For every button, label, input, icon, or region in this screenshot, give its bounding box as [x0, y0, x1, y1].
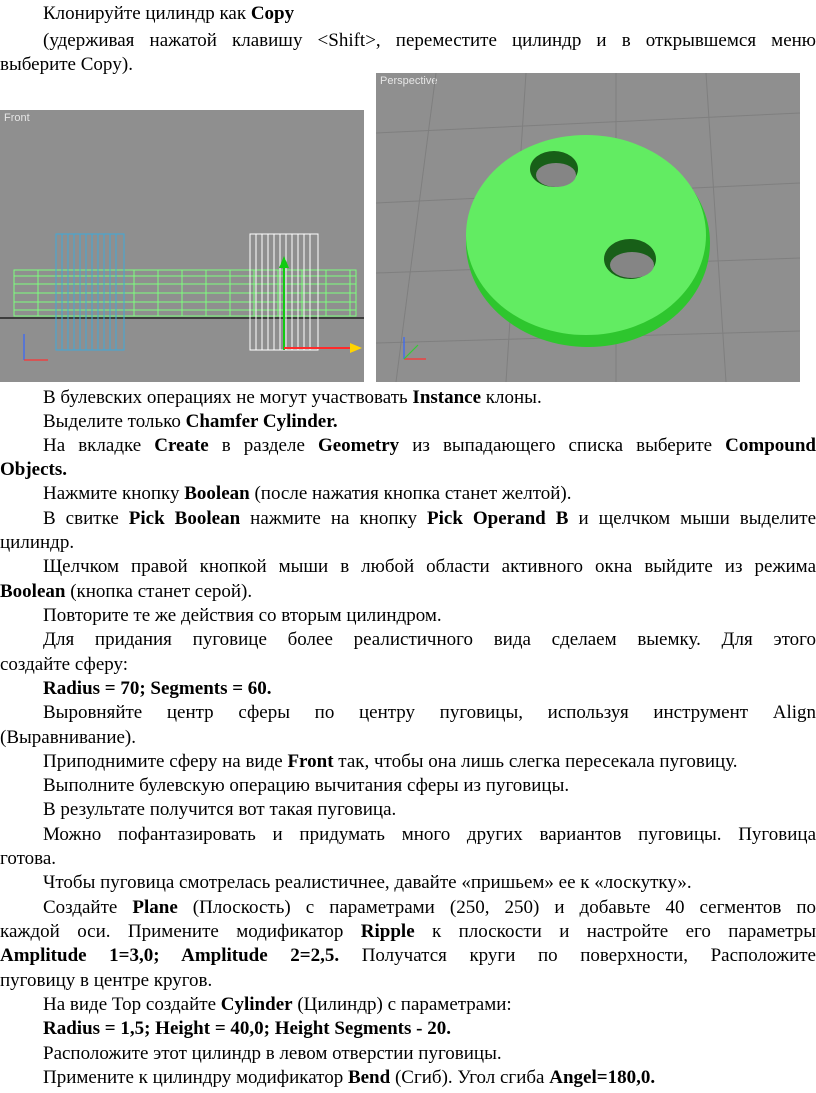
text-run: Chamfer Cylinder.: [185, 411, 338, 432]
text-run: Выделите только: [43, 411, 186, 432]
text-run: Чтобы пуговица смотрелась реалистичнее, давайте «пришьем» ее к «лоскутку».: [43, 872, 692, 893]
text-run: готова.: [0, 848, 57, 869]
text-run: нажмите на кнопку: [240, 508, 427, 529]
front-viewport-label: Front: [4, 112, 30, 124]
text-run: Pick Boolean: [128, 508, 241, 529]
text-run: Для придания пуговице более реалистичного вида сделаем выемку. Для этого: [43, 629, 816, 650]
text-line-29: [43, 993, 512, 1016]
text-line-6: [43, 434, 816, 457]
text-line-26: [0, 920, 816, 943]
text-run: В булевских операциях не могут участвовать: [43, 387, 413, 408]
text-run: (после нажатия кнопка станет желтой).: [249, 483, 572, 504]
cylinder-wireframe: [14, 270, 356, 316]
text-line-18: [0, 726, 136, 749]
text-line-31: [43, 1042, 502, 1065]
text-line-13: [43, 604, 442, 627]
text-run: Compound: [725, 435, 816, 456]
text-run: к плоскости и настройте его параметры: [414, 921, 816, 942]
perspective-viewport[interactable]: [376, 73, 800, 382]
text-run: Pick Operand B: [427, 508, 569, 529]
text-run: Geometry: [317, 435, 400, 456]
text-run: Boolean: [0, 581, 66, 602]
axis-tripod-perspective: [404, 337, 426, 359]
axis-tripod-front: [24, 334, 48, 360]
text-run: Instance: [412, 387, 482, 408]
text-run: В свитке: [43, 508, 129, 529]
text-run: создайте сферу:: [0, 654, 129, 675]
text-line-20: [43, 774, 569, 797]
text-run: Copy: [250, 3, 295, 24]
text-run: Клонируйте цилиндр как: [43, 3, 251, 24]
text-run: Можно пофантазировать и придумать много других вариантов пуговицы. Пуговица: [43, 824, 816, 845]
text-run: Выполните булевскую операцию вычитания сферы из пуговицы.: [43, 775, 570, 796]
text-run: (Сгиб). Угол сгиба: [390, 1067, 550, 1088]
text-run: На виде Top создайте: [43, 994, 221, 1015]
text-run: Bend: [347, 1067, 391, 1088]
perspective-viewport-canvas: [376, 73, 800, 382]
text-run: Radius = 1,5; Height = 40,0; Height Segments - 20.: [43, 1018, 451, 1039]
text-run: (удерживая нажатой клавишу <Shift>, переместите цилиндр и в открывшемся меню: [43, 30, 816, 51]
text-line-21: [43, 798, 396, 821]
text-line-14: [43, 628, 816, 651]
text-run: выберите Copy).: [0, 54, 133, 75]
text-run: каждой оси. Примените модификатор: [0, 921, 361, 942]
text-line-11: [43, 555, 816, 578]
text-run: Front: [287, 751, 334, 772]
text-run: Повторите те же действия со вторым цилиндром.: [43, 605, 442, 626]
text-run: Создайте: [43, 897, 133, 918]
text-line-27: [0, 944, 816, 967]
perspective-viewport-label: Perspective: [380, 75, 438, 87]
text-run: так, чтобы она лишь слегка пересекала пуговицу.: [333, 751, 738, 772]
text-run: Приподнимите сферу на виде: [43, 751, 288, 772]
text-line-9: [43, 507, 816, 530]
text-run: Щелчком правой кнопкой мыши в любой области активного окна выйдите из режима: [43, 556, 816, 577]
text-run: и щелчком мыши выделите: [568, 508, 816, 529]
text-line-25: [43, 896, 816, 919]
blue-cylinder-wireframe: [56, 234, 124, 350]
text-run: (Плоскость) с параметрами (250, 250) и добавьте 40 сегментов по: [177, 897, 816, 918]
front-viewport-canvas: [0, 110, 364, 382]
text-line-4: [43, 386, 542, 409]
text-run: в разделе: [208, 435, 318, 456]
text-line-22: [43, 823, 816, 846]
text-run: Radius = 70; Segments = 60.: [43, 678, 272, 699]
text-run: Нажмите кнопку: [43, 483, 185, 504]
text-run: (Выравнивание).: [0, 727, 137, 748]
text-line-16: [43, 677, 272, 700]
text-line-19: [43, 750, 738, 773]
text-run: Create: [154, 435, 209, 456]
text-line-15: [0, 653, 128, 676]
text-run: Objects.: [0, 459, 68, 480]
text-run: (Цилиндр) с параметрами:: [292, 994, 512, 1015]
text-run: В результате получится вот такая пуговица.: [43, 799, 397, 820]
text-run: Cylinder: [220, 994, 293, 1015]
text-line-32: [43, 1066, 655, 1089]
text-run: Расположите этот цилиндр в левом отверстии пуговицы.: [43, 1043, 502, 1064]
text-run: цилиндр.: [0, 532, 75, 553]
text-line-5: [43, 410, 338, 433]
text-line-7: [0, 458, 67, 481]
text-line-30: [43, 1017, 451, 1040]
text-run: (кнопка станет серой).: [65, 581, 253, 602]
front-viewport[interactable]: [0, 110, 364, 382]
text-line-2: [43, 29, 816, 52]
text-run: Angel=180,0.: [549, 1067, 656, 1088]
text-run: Ripple: [360, 921, 415, 942]
text-run: из выпадающего списка выберите: [399, 435, 726, 456]
text-run: Plane: [132, 897, 178, 918]
text-line-12: [0, 580, 252, 603]
text-run: Получатся круги по поверхности, Расположите: [339, 945, 816, 966]
button-3d-model: [466, 135, 710, 347]
text-run: пуговицу в центре кругов.: [0, 970, 213, 991]
text-run: клоны.: [481, 387, 542, 408]
text-line-17: [43, 701, 816, 724]
text-line-8: [43, 482, 572, 505]
text-line-3: [0, 53, 133, 76]
text-line-23: [0, 847, 56, 870]
text-line-28: [0, 969, 212, 992]
text-run: Boolean: [184, 483, 250, 504]
text-run: На вкладке: [43, 435, 155, 456]
text-run: Выровняйте центр сферы по центру пуговицы, используя инструмент Align: [43, 702, 816, 723]
text-run: Amplitude 1=3,0; Amplitude 2=2,5.: [0, 945, 340, 966]
text-run: Примените к цилиндру модификатор: [43, 1067, 348, 1088]
text-line-24: [43, 871, 692, 894]
text-line-1: [43, 2, 294, 25]
text-line-10: [0, 531, 74, 554]
